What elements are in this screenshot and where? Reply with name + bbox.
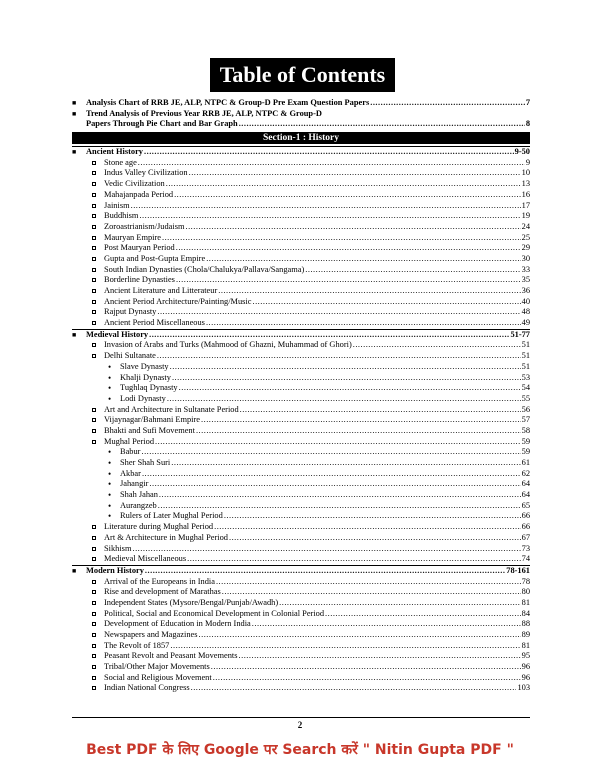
entry-label-continued bbox=[72, 119, 530, 130]
toc-list bbox=[72, 98, 530, 694]
dot-leader bbox=[201, 415, 521, 426]
entry-page: 74 bbox=[521, 554, 530, 564]
dot-leader bbox=[279, 598, 520, 609]
dot-leader bbox=[206, 254, 520, 265]
entry-page: 56 bbox=[521, 404, 530, 414]
entry-page: 96 bbox=[521, 662, 530, 672]
toc-subentry bbox=[72, 619, 530, 630]
section-heading: Section-1 : History bbox=[72, 132, 530, 144]
dot-leader bbox=[138, 158, 525, 169]
entry-label: • Babur bbox=[120, 447, 141, 457]
section-ancient bbox=[72, 146, 530, 158]
dot-leader bbox=[167, 394, 521, 405]
entry-label: Mauryan Empire bbox=[104, 232, 161, 242]
toc-subentry bbox=[72, 233, 530, 244]
dot-leader bbox=[211, 662, 521, 673]
toc-subentry bbox=[72, 405, 530, 416]
dot-leader bbox=[132, 544, 520, 555]
toc-subentry bbox=[72, 351, 530, 362]
dot-leader bbox=[179, 383, 521, 394]
entry-page: 30 bbox=[521, 253, 530, 263]
entry-page: 51 bbox=[521, 351, 530, 361]
entry-page: 35 bbox=[521, 275, 530, 285]
entry-page: 81 bbox=[521, 640, 530, 650]
entry-page: 25 bbox=[521, 232, 530, 242]
entry-label: Sikhism bbox=[104, 543, 132, 553]
dot-leader bbox=[157, 307, 520, 318]
entry-label: Ancient Period Architecture/Painting/Music bbox=[104, 296, 252, 306]
entry-label: Independent States (Mysore/Bengal/Punjab/Awadh) bbox=[104, 597, 279, 607]
entry-page: 78-161 bbox=[506, 565, 530, 575]
entry-label: Tribal/Other Major Movements bbox=[104, 662, 210, 672]
entry-page: 54 bbox=[521, 383, 530, 393]
entry-label: Rise and development of Marathas bbox=[104, 587, 221, 597]
dot-leader bbox=[325, 609, 521, 620]
entry-page: 73 bbox=[521, 543, 530, 553]
toc-subentry bbox=[72, 609, 530, 620]
entry-page: 96 bbox=[521, 672, 530, 682]
entry-page: 103 bbox=[517, 683, 530, 693]
dot-leader bbox=[141, 447, 520, 458]
entry-page: 78 bbox=[521, 576, 530, 586]
entry-label: Gupta and Post-Gupta Empire bbox=[104, 253, 206, 263]
entry-page: 19 bbox=[521, 211, 530, 221]
dot-leader bbox=[171, 458, 520, 469]
entry-label: Medieval Miscellaneous bbox=[104, 554, 187, 564]
dot-leader bbox=[196, 426, 521, 437]
entry-page: 67 bbox=[521, 532, 530, 542]
dot-leader bbox=[239, 651, 521, 662]
entry-page: 8 bbox=[525, 119, 530, 129]
entry-label: Literature during Mughal Period bbox=[104, 522, 214, 532]
entry-label: Bhakti and Sufi Movement bbox=[104, 425, 195, 435]
entry-label: Mughal Period bbox=[104, 436, 155, 446]
dot-leader bbox=[229, 533, 521, 544]
dot-leader bbox=[162, 233, 521, 244]
dot-leader bbox=[149, 330, 509, 341]
dot-leader bbox=[370, 98, 525, 109]
entry-page: 9-50 bbox=[514, 147, 530, 157]
bottom-rule bbox=[72, 717, 530, 718]
dot-leader bbox=[353, 340, 521, 351]
entry-label: Invasion of Arabs and Turks (Mahmood of Ghazni, Muhammad of Ghori) bbox=[104, 340, 352, 350]
entry-page: 7 bbox=[525, 98, 530, 107]
toc-subentry bbox=[72, 533, 530, 544]
toc-subentry bbox=[72, 554, 530, 565]
toc-entry-trend bbox=[72, 109, 530, 130]
dot-leader bbox=[240, 405, 521, 416]
entry-label: • Jahangir bbox=[120, 479, 149, 489]
entry-label: Ancient Period Miscellaneous bbox=[104, 318, 205, 328]
entry-page: 16 bbox=[521, 189, 530, 199]
entry-label-line2: Papers Through Pie Chart and Bar Graph bbox=[86, 119, 238, 129]
dot-leader bbox=[189, 168, 521, 179]
toc-subentry bbox=[72, 522, 530, 533]
entry-label: ■ Analysis Chart of RRB JE, ALP, NTPC & Group-D Pre Exam Question Papers bbox=[86, 98, 370, 107]
dot-leader bbox=[176, 275, 521, 286]
toc-subentry bbox=[72, 587, 530, 598]
entry-label: Buddhism bbox=[104, 211, 139, 221]
entry-page: 58 bbox=[521, 425, 530, 435]
entry-page: 48 bbox=[521, 307, 530, 317]
entry-label: Mahajanpada Period bbox=[104, 189, 174, 199]
toc-subentry bbox=[72, 168, 530, 179]
entry-page: 57 bbox=[521, 415, 530, 425]
entry-page: 65 bbox=[521, 500, 530, 510]
entry-label: • Tughlaq Dynasty bbox=[120, 383, 178, 393]
entry-page: 13 bbox=[521, 179, 530, 189]
dot-leader bbox=[158, 501, 521, 512]
entry-label: Indus Valley Civilization bbox=[104, 168, 188, 178]
entry-page: 29 bbox=[521, 243, 530, 253]
dot-leader bbox=[157, 351, 521, 362]
dot-leader bbox=[185, 222, 520, 233]
entry-label: • Slave Dynasty bbox=[120, 361, 169, 371]
entry-page: 64 bbox=[521, 490, 530, 500]
toc-entry-main bbox=[72, 98, 530, 109]
entry-page: 33 bbox=[521, 264, 530, 274]
toc-subentry bbox=[72, 447, 530, 458]
entry-label: Social and Religious Movement bbox=[104, 672, 212, 682]
entry-page: 17 bbox=[521, 200, 530, 210]
entry-label: ■ Medieval History bbox=[86, 329, 149, 339]
toc-subentry bbox=[72, 340, 530, 351]
dot-leader bbox=[224, 511, 521, 522]
toc-subentry bbox=[72, 201, 530, 212]
dot-leader bbox=[216, 577, 521, 588]
entry-label: Borderline Dynasties bbox=[104, 275, 175, 285]
entry-label: • Akbar bbox=[120, 468, 141, 478]
entry-label: Vedic Civilization bbox=[104, 179, 165, 189]
toc-subentry bbox=[72, 307, 530, 318]
toc-subentry bbox=[72, 158, 530, 169]
entry-page: 61 bbox=[521, 458, 530, 468]
entry-label: Arrival of the Europeans in India bbox=[104, 576, 215, 586]
entry-label: Stone age bbox=[104, 157, 137, 167]
dot-leader bbox=[305, 265, 520, 276]
toc-subentry bbox=[72, 265, 530, 276]
entry-label: Peasant Revolt and Peasant Movements bbox=[104, 651, 238, 661]
entry-page: 88 bbox=[521, 619, 530, 629]
entry-page: 51 bbox=[521, 361, 530, 371]
entry-page: 80 bbox=[521, 587, 530, 597]
toc-subentry bbox=[72, 373, 530, 384]
entry-page: 66 bbox=[521, 522, 530, 532]
toc-subentry bbox=[72, 211, 530, 222]
dot-leader bbox=[174, 190, 521, 201]
toc-subentry bbox=[72, 437, 530, 448]
entry-label: • Rulers of Later Mughal Period bbox=[120, 511, 223, 521]
dot-leader bbox=[170, 362, 521, 373]
toc-subentry bbox=[72, 630, 530, 641]
toc-title: Table of Contents bbox=[210, 58, 395, 92]
dot-leader bbox=[139, 211, 520, 222]
dot-leader bbox=[144, 147, 514, 158]
entry-label: ■ Trend Analysis of Previous Year RRB JE, ALP, NTPC & Group-D bbox=[86, 108, 322, 118]
toc-subentry bbox=[72, 511, 530, 522]
entry-page: 49 bbox=[521, 318, 530, 328]
toc-subentry bbox=[72, 190, 530, 201]
toc-subentry bbox=[72, 415, 530, 426]
dot-leader bbox=[131, 201, 521, 212]
dot-leader bbox=[176, 243, 521, 254]
dot-leader bbox=[206, 318, 521, 329]
entry-page: 95 bbox=[521, 651, 530, 661]
entry-label: • Shah Jahan bbox=[120, 490, 158, 500]
entry-label: The Revolt of 1857 bbox=[104, 640, 170, 650]
entry-page: 10 bbox=[521, 168, 530, 178]
entry-label: Art & Architecture in Mughal Period bbox=[104, 532, 228, 542]
entry-label: Post Mauryan Period bbox=[104, 243, 175, 253]
dot-leader bbox=[199, 630, 521, 641]
entry-label: • Sher Shah Suri bbox=[120, 458, 171, 468]
dot-leader bbox=[142, 469, 521, 480]
toc-subentry bbox=[72, 297, 530, 308]
toc-subentry bbox=[72, 275, 530, 286]
entry-page: 89 bbox=[521, 630, 530, 640]
entry-page: 53 bbox=[521, 372, 530, 382]
dot-leader bbox=[252, 619, 521, 630]
footer-promo: Best PDF के लिए Google पर Search करें " Nitin Gupta PDF " bbox=[86, 742, 514, 758]
dot-leader bbox=[213, 673, 521, 684]
toc-subentry bbox=[72, 394, 530, 405]
toc-subentry bbox=[72, 179, 530, 190]
entry-label: Ancient Literature and Litterateur bbox=[104, 286, 218, 296]
toc-subentry bbox=[72, 254, 530, 265]
entry-page: 24 bbox=[521, 221, 530, 231]
entry-label: South Indian Dynasties (Chola/Chalukya/Pallava/Sangama) bbox=[104, 264, 305, 274]
entry-page: 59 bbox=[521, 447, 530, 457]
toc-subentry bbox=[72, 318, 530, 329]
dot-leader bbox=[155, 437, 521, 448]
toc-subentry bbox=[72, 662, 530, 673]
entry-label: ■ Ancient History bbox=[86, 147, 143, 157]
toc-subentry bbox=[72, 243, 530, 254]
page-number: 2 bbox=[297, 720, 303, 730]
toc-subentry bbox=[72, 598, 530, 609]
dot-leader bbox=[191, 683, 517, 694]
entry-label: Delhi Sultanate bbox=[104, 351, 156, 361]
toc-subentry bbox=[72, 362, 530, 373]
entry-page: 59 bbox=[521, 436, 530, 446]
section-medieval bbox=[72, 329, 530, 341]
toc-subentry bbox=[72, 286, 530, 297]
toc-subentry bbox=[72, 479, 530, 490]
entry-label: Art and Architecture in Sultanate Period bbox=[104, 404, 239, 414]
dot-leader bbox=[170, 641, 520, 652]
entry-label: ■ Modern History bbox=[86, 565, 144, 575]
dot-leader bbox=[214, 522, 521, 533]
dot-leader bbox=[218, 286, 520, 297]
toc-subentry bbox=[72, 490, 530, 501]
toc-subentry bbox=[72, 683, 530, 694]
toc-subentry bbox=[72, 383, 530, 394]
entry-page: 36 bbox=[521, 286, 530, 296]
dot-leader bbox=[149, 479, 520, 490]
dot-leader bbox=[239, 119, 525, 130]
entry-page: 55 bbox=[521, 393, 530, 403]
section-modern bbox=[72, 565, 530, 577]
entry-label: Political, Social and Economical Development in Colonial Period bbox=[104, 608, 325, 618]
dot-leader bbox=[172, 373, 521, 384]
toc-subentry bbox=[72, 426, 530, 437]
entry-label: Vijaynagar/Bahmani Empire bbox=[104, 415, 201, 425]
dot-leader bbox=[145, 566, 505, 577]
entry-page: 51-77 bbox=[510, 329, 530, 339]
entry-label: Zoroastrianism/Judaism bbox=[104, 221, 185, 231]
entry-label: • Lodi Dynasty bbox=[120, 393, 166, 403]
dot-leader bbox=[166, 179, 521, 190]
entry-page: 51 bbox=[521, 340, 530, 350]
entry-label: • Aurangzeb bbox=[120, 500, 157, 510]
toc-subentry bbox=[72, 544, 530, 555]
entry-page: 66 bbox=[521, 511, 530, 521]
entry-label: Rajput Dynasty bbox=[104, 307, 157, 317]
entry-page: 64 bbox=[521, 479, 530, 489]
toc-subentry bbox=[72, 673, 530, 684]
entry-label: Jainism bbox=[104, 200, 130, 210]
toc-subentry bbox=[72, 469, 530, 480]
toc-subentry bbox=[72, 458, 530, 469]
entry-page: 9 bbox=[525, 157, 530, 167]
entry-label: • Khalji Dynasty bbox=[120, 372, 171, 382]
entry-page: 40 bbox=[521, 296, 530, 306]
dot-leader bbox=[252, 297, 520, 308]
dot-leader bbox=[222, 587, 521, 598]
entry-label: Indian National Congress bbox=[104, 683, 190, 693]
toc-subentry bbox=[72, 651, 530, 662]
dot-leader bbox=[187, 554, 521, 565]
entry-label: Newspapers and Magazines bbox=[104, 630, 198, 640]
dot-leader bbox=[159, 490, 521, 501]
entry-page: 84 bbox=[521, 608, 530, 618]
toc-subentry bbox=[72, 641, 530, 652]
entry-page: 62 bbox=[521, 468, 530, 478]
toc-subentry bbox=[72, 501, 530, 512]
entry-label: Development of Education in Modern India bbox=[104, 619, 251, 629]
toc-subentry bbox=[72, 222, 530, 233]
entry-page: 81 bbox=[521, 597, 530, 607]
toc-subentry bbox=[72, 577, 530, 588]
